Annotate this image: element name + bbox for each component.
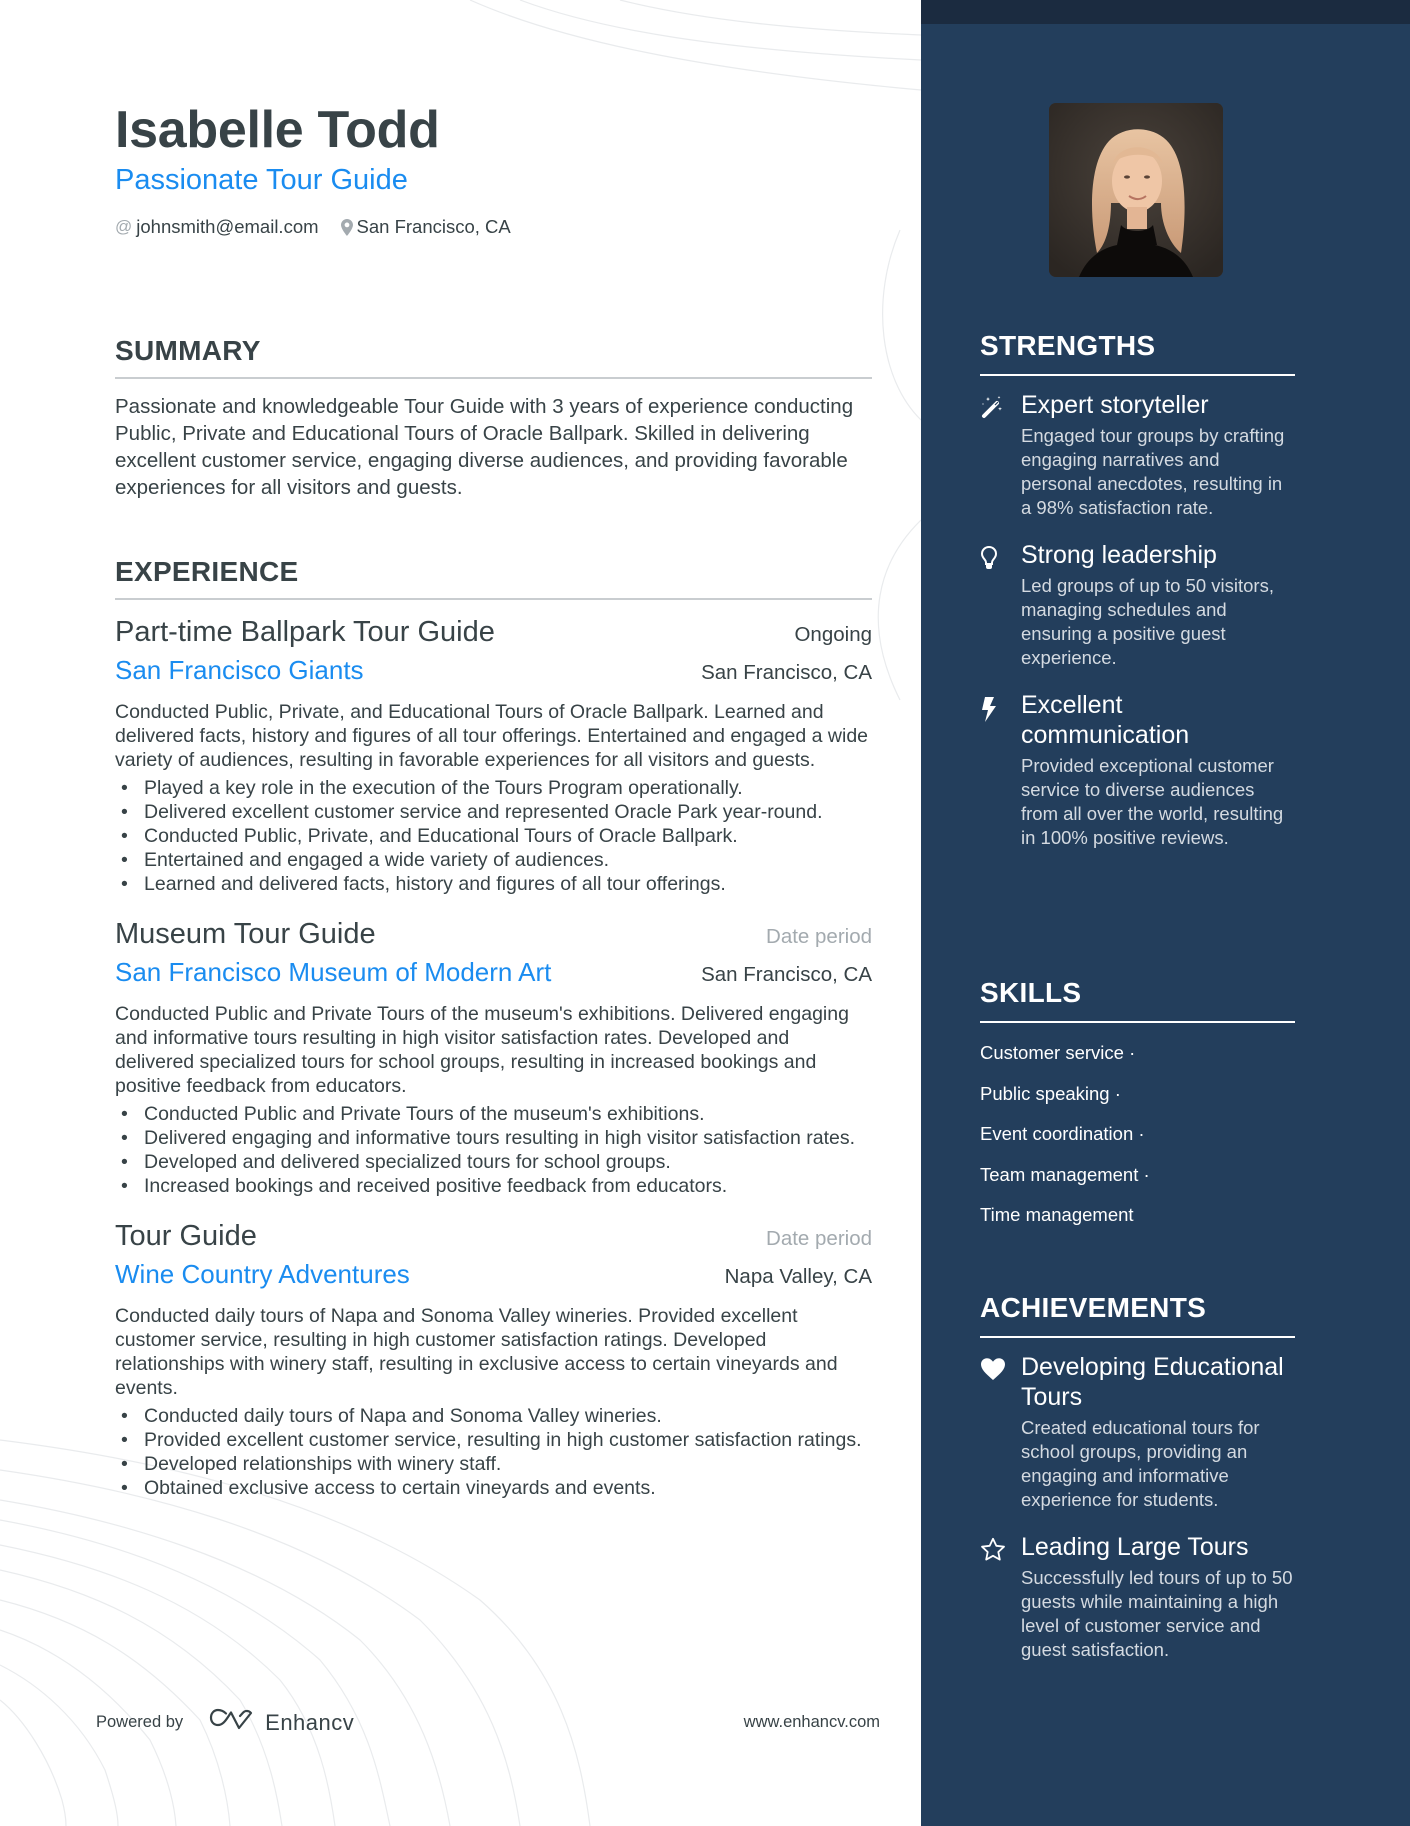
- job-entry: [115, 616, 872, 896]
- achievements-heading: ACHIEVEMENTS: [980, 1292, 1207, 1323]
- summary-divider: [115, 377, 872, 379]
- job-location: Napa Valley, CA: [724, 1265, 872, 1288]
- email-text: johnsmith@email.com: [136, 216, 319, 237]
- job-description: Conducted daily tours of Napa and Sonoma Valley wineries. Provided excellent customer service, resulting in high customer satisfaction ratings. Developed relationships with winery staff, resulting in exclusive access to certain vineyards and events.: [115, 1305, 838, 1399]
- job-bullet: • Developed and delivered specialized tours for school groups.: [115, 1150, 872, 1174]
- location-text: San Francisco, CA: [356, 216, 511, 237]
- job-date: Date period: [766, 1227, 872, 1250]
- job-bullet: • Conducted Public, Private, and Educational Tours of Oracle Ballpark.: [115, 824, 872, 848]
- strength-title: Strong leadership: [1021, 541, 1217, 569]
- location-pin-icon: [341, 219, 353, 236]
- contact-email[interactable]: [115, 216, 319, 238]
- skills-section: [980, 977, 1295, 1236]
- achievement-title: Developing Educational Tours: [1021, 1353, 1284, 1411]
- strength-title: Expert storyteller: [1021, 391, 1209, 419]
- job-bullet: • Developed relationships with winery staff.: [115, 1452, 872, 1476]
- contact-location: [341, 216, 511, 238]
- profile-photo: [1049, 103, 1223, 277]
- job-bullet: • Delivered excellent customer service and represented Oracle Park year-round.: [115, 800, 872, 824]
- skills-list: [980, 1033, 1295, 1236]
- job-location: San Francisco, CA: [701, 963, 872, 986]
- achievement-title: Leading Large Tours: [1021, 1533, 1249, 1561]
- skill-item: Customer service ·: [980, 1042, 1136, 1063]
- job-title: Part-time Ballpark Tour Guide: [115, 616, 495, 648]
- job-company[interactable]: San Francisco Museum of Modern Art: [115, 957, 552, 987]
- job-bullet: • Delivered engaging and informative tours resulting in high visitor satisfaction rates.: [115, 1126, 872, 1150]
- strengths-divider: [980, 374, 1295, 376]
- skill-item: Time management: [980, 1204, 1134, 1225]
- strength-description: Engaged tour groups by crafting engaging narratives and personal anecdotes, resulting in a 98% satisfaction rate.: [1021, 425, 1285, 518]
- job-bullet: • Learned and delivered facts, history and figures of all tour offerings.: [115, 872, 872, 896]
- job-bullet: • Provided excellent customer service, resulting in high customer satisfaction ratings.: [115, 1428, 872, 1452]
- skill-item: Event coordination ·: [980, 1123, 1145, 1144]
- job-description: Conducted Public and Private Tours of the museum's exhibitions. Delivered engaging and informative tours resulting in high visitor satisfaction rates. Developed and delivered specialized tours for school groups, resulting in increased bookings and positive feedback from educators.: [115, 1003, 849, 1097]
- job-entry: [115, 918, 872, 1198]
- job-bullets: [115, 1404, 872, 1500]
- job-date: Date period: [766, 925, 872, 948]
- heart-icon: [980, 1352, 1021, 1512]
- website-link[interactable]: www.enhancv.com: [743, 1713, 880, 1731]
- skill-item: Team management ·: [980, 1163, 1150, 1185]
- candidate-name: Isabelle Todd: [115, 101, 440, 159]
- strength-description: Provided exceptional customer service to diverse audiences from all over the world, resulting in 100% positive reviews.: [1021, 755, 1284, 848]
- job-title: Museum Tour Guide: [115, 918, 376, 950]
- job-company[interactable]: San Francisco Giants: [115, 655, 364, 685]
- lightning-bolt-icon: [980, 690, 1021, 850]
- page-footer: [96, 1708, 880, 1737]
- job-date: Ongoing: [794, 623, 872, 646]
- skills-divider: [980, 1021, 1295, 1023]
- strength-item: [980, 540, 1295, 670]
- achievement-description: Successfully led tours of up to 50 guests while maintaining a high level of customer service and guest satisfaction.: [1021, 1567, 1293, 1660]
- job-title: Tour Guide: [115, 1220, 257, 1252]
- experience-heading: EXPERIENCE: [115, 556, 299, 587]
- magic-wand-icon: [980, 390, 1021, 520]
- skill-item: Public speaking ·: [980, 1082, 1121, 1104]
- job-bullet: • Obtained exclusive access to certain vineyards and events.: [115, 1476, 872, 1500]
- job-location: San Francisco, CA: [701, 661, 872, 684]
- at-icon: @: [115, 217, 133, 236]
- summary-heading: SUMMARY: [115, 335, 261, 366]
- job-bullet: • Entertained and engaged a wide variety of audiences.: [115, 848, 872, 872]
- strengths-section: [980, 330, 1295, 850]
- enhancv-logo-icon: [209, 1708, 255, 1737]
- sidebar: [921, 0, 1410, 1826]
- job-description: Conducted Public, Private, and Educational Tours of Oracle Ballpark. Learned and delivered facts, history and figures of all tour offerings. Entertained and engaged a wide variety of audiences, resulting in favorable experiences for all visitors and guests.: [115, 701, 869, 771]
- contact-info: [115, 216, 533, 238]
- achievements-divider: [980, 1336, 1295, 1338]
- star-outline-icon: [980, 1532, 1021, 1662]
- enhancv-logo-link[interactable]: [209, 1708, 354, 1737]
- strength-item: [980, 390, 1295, 520]
- candidate-headline: Passionate Tour Guide: [115, 164, 408, 196]
- job-bullet: • Played a key role in the execution of the Tours Program operationally.: [115, 776, 872, 800]
- summary-text: Passionate and knowledgeable Tour Guide with 3 years of experience conducting Public, Private and Educational Tours of Oracle Ballpark. Skilled in delivering excellent customer service, engaging diverse audiences, and providing favorable experiences for all visitors and guests.: [115, 395, 854, 499]
- skills-heading: SKILLS: [980, 977, 1082, 1008]
- strengths-heading: STRENGTHS: [980, 330, 1156, 361]
- powered-by-label: Powered by: [96, 1713, 184, 1731]
- job-bullets: [115, 1102, 872, 1198]
- achievement-item: [980, 1532, 1295, 1662]
- strength-description: Led groups of up to 50 visitors, managing schedules and ensuring a positive guest experience.: [1021, 575, 1274, 668]
- strength-title: Excellent communication: [1021, 691, 1190, 749]
- sidebar-top-band: [921, 0, 1410, 24]
- achievement-item: [980, 1352, 1295, 1512]
- summary-section: [115, 335, 872, 501]
- strength-item: [980, 690, 1295, 850]
- experience-section: [115, 556, 872, 1500]
- job-bullets: [115, 776, 872, 896]
- job-company[interactable]: Wine Country Adventures: [115, 1259, 410, 1289]
- job-bullet: • Conducted daily tours of Napa and Sonoma Valley wineries.: [115, 1404, 872, 1428]
- job-entry: [115, 1220, 872, 1500]
- brand-name: Enhancv: [265, 1709, 355, 1735]
- experience-divider: [115, 598, 872, 600]
- job-bullet: • Increased bookings and received positive feedback from educators.: [115, 1174, 872, 1198]
- lightbulb-icon: [980, 540, 1021, 670]
- job-bullet: • Conducted Public and Private Tours of the museum's exhibitions.: [115, 1102, 872, 1126]
- achievement-description: Created educational tours for school groups, providing an engaging and informative experience for students.: [1021, 1417, 1260, 1510]
- achievements-section: [980, 1292, 1295, 1662]
